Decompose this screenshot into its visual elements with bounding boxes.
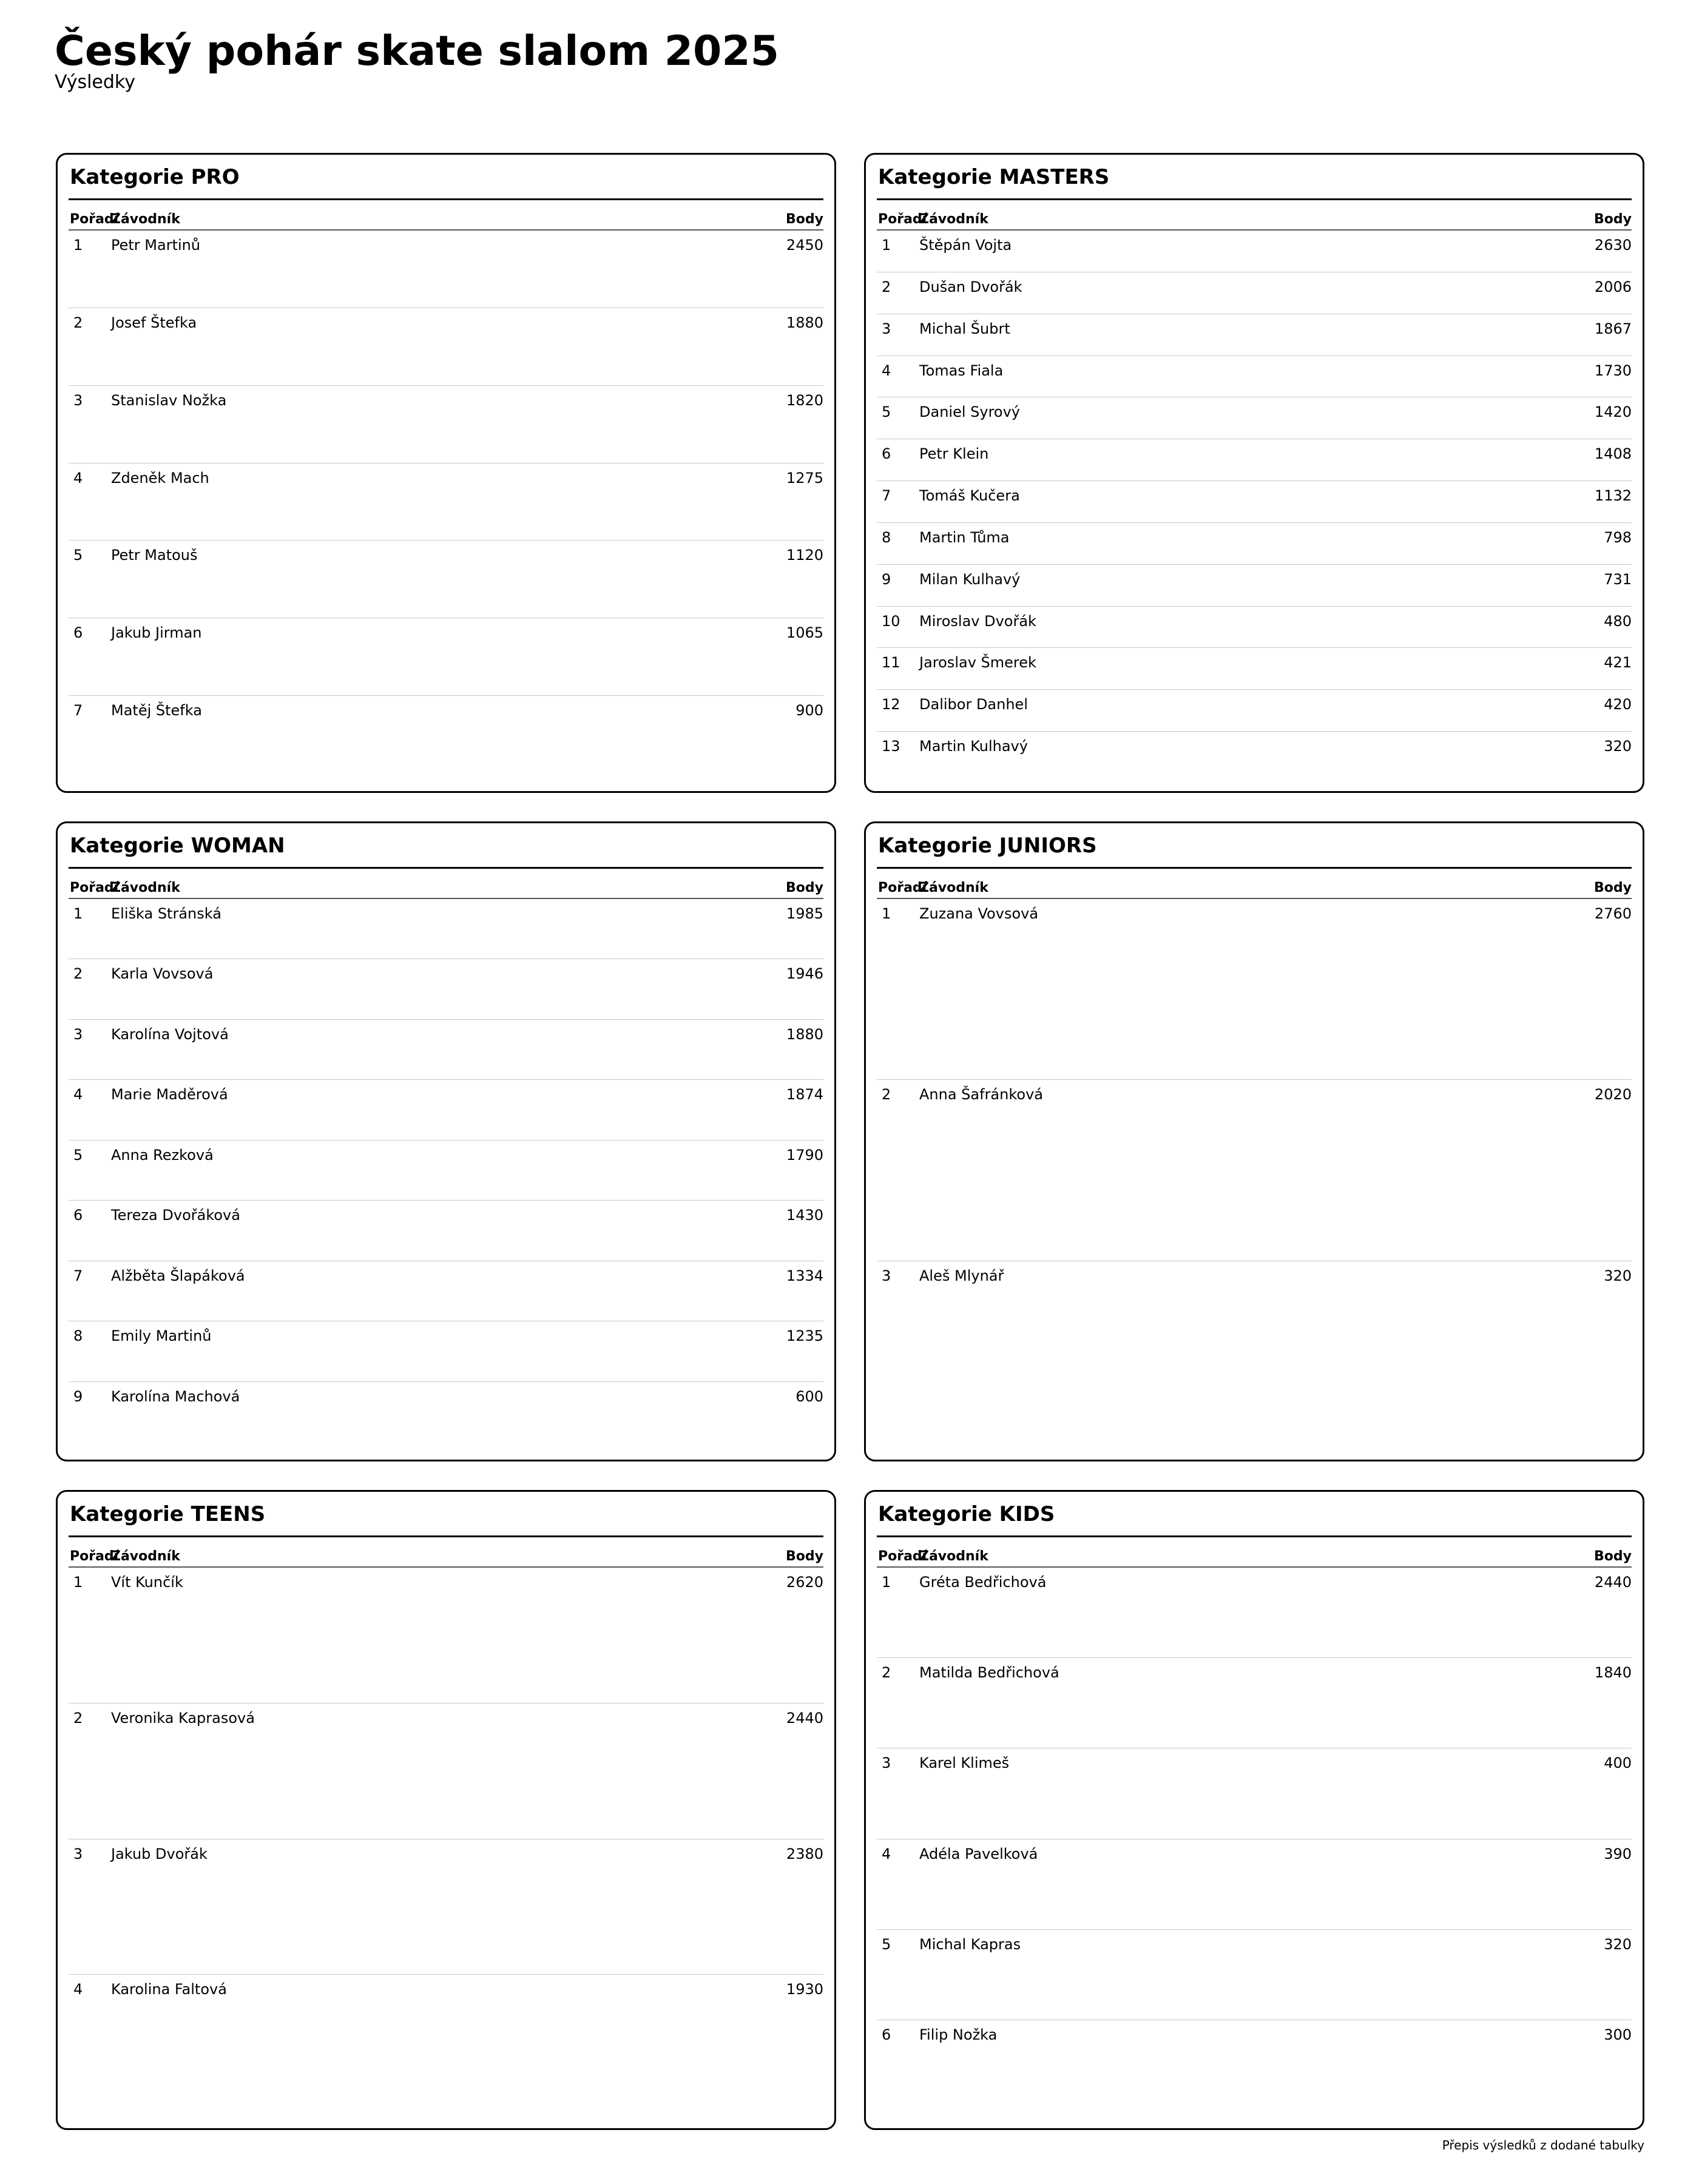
competitor-name-cell: Stanislav Nožka <box>111 391 227 409</box>
table-row <box>877 231 1632 272</box>
points-cell: 1880 <box>786 1025 823 1043</box>
competitor-name-cell: Matilda Bedřichová <box>919 1664 1059 1682</box>
rank-cell: 5 <box>73 547 83 564</box>
footer-note: Přepis výsledků z dodané tabulky <box>1442 2138 1644 2152</box>
rank-cell: 9 <box>73 1387 83 1405</box>
competitor-name-cell: Anna Šafránková <box>919 1086 1043 1104</box>
table-header-row <box>877 200 1632 231</box>
table-body <box>69 899 823 1441</box>
category-title: Kategorie PRO <box>69 163 823 200</box>
column-header-rank: Pořadí <box>878 880 927 895</box>
competitor-name-cell: Jaroslav Šmerek <box>919 654 1036 672</box>
rank-cell: 3 <box>73 1025 83 1043</box>
points-cell: 1235 <box>786 1327 823 1345</box>
table-row <box>877 1748 1632 1838</box>
category-card-woman <box>56 821 836 1461</box>
table-header-row <box>69 200 823 231</box>
competitor-name-cell: Gréta Bedřichová <box>919 1574 1047 1591</box>
points-cell: 1946 <box>786 965 823 983</box>
rank-cell: 3 <box>73 391 83 409</box>
points-cell: 320 <box>1604 1267 1632 1284</box>
table-row <box>69 1019 823 1079</box>
competitor-name-cell: Matěj Štefka <box>111 702 202 720</box>
table-row <box>877 2020 1632 2110</box>
points-cell: 1880 <box>786 314 823 331</box>
points-cell: 421 <box>1604 654 1632 672</box>
table-row <box>877 356 1632 397</box>
rank-cell: 1 <box>882 905 891 922</box>
points-cell: 1120 <box>786 547 823 564</box>
table-row <box>69 1140 823 1200</box>
table-row <box>69 899 823 959</box>
table-row <box>877 272 1632 314</box>
points-cell: 2006 <box>1594 278 1632 295</box>
competitor-name-cell: Karel Klimeš <box>919 1754 1010 1772</box>
table-row <box>877 731 1632 773</box>
points-cell: 320 <box>1604 738 1632 755</box>
category-card-kids <box>864 1490 1644 2130</box>
table-body <box>69 1568 823 2110</box>
rank-cell: 4 <box>882 1845 891 1862</box>
rank-cell: 1 <box>73 1574 83 1591</box>
category-card-juniors <box>864 821 1644 1461</box>
rank-cell: 13 <box>882 738 900 755</box>
rank-cell: 1 <box>882 1574 891 1591</box>
category-title: Kategorie WOMAN <box>69 832 823 869</box>
competitor-name-cell: Tomáš Kučera <box>919 487 1020 505</box>
table-row <box>69 618 823 695</box>
category-card-pro <box>56 153 836 793</box>
page-title: Český pohár skate slalom 2025 <box>55 27 779 75</box>
rank-cell: 4 <box>73 469 83 487</box>
points-cell: 400 <box>1604 1754 1632 1772</box>
rank-cell: 3 <box>73 1845 83 1862</box>
column-header-rank: Pořadí <box>878 212 927 227</box>
rank-cell: 3 <box>882 1754 891 1772</box>
table-row <box>69 463 823 541</box>
rank-cell: 8 <box>73 1327 83 1345</box>
competitor-name-cell: Michal Kapras <box>919 1935 1021 1953</box>
points-cell: 390 <box>1604 1845 1632 1862</box>
table-header-row <box>69 869 823 899</box>
points-cell: 2760 <box>1594 905 1632 922</box>
table-row <box>877 564 1632 606</box>
rank-cell: 6 <box>882 445 891 463</box>
table-row <box>69 1321 823 1381</box>
competitor-name-cell: Karolína Vojtová <box>111 1025 229 1043</box>
table-row <box>877 397 1632 439</box>
table-row <box>877 1657 1632 1748</box>
rank-cell: 6 <box>882 2026 891 2043</box>
rank-cell: 1 <box>73 905 83 922</box>
table-row <box>69 959 823 1019</box>
points-cell: 1930 <box>786 1981 823 1998</box>
table-row <box>69 1079 823 1139</box>
column-header-name: Závodník <box>111 880 180 895</box>
rank-cell: 9 <box>882 570 891 588</box>
rank-cell: 2 <box>73 1709 83 1727</box>
table-body <box>877 231 1632 773</box>
competitor-name-cell: Emily Martinů <box>111 1327 212 1345</box>
competitor-name-cell: Adéla Pavelková <box>919 1845 1038 1862</box>
rank-cell: 5 <box>882 403 891 421</box>
category-card-teens <box>56 1490 836 2130</box>
points-cell: 1334 <box>786 1267 823 1284</box>
table-body <box>69 231 823 773</box>
competitor-name-cell: Petr Matouš <box>111 547 198 564</box>
rank-cell: 4 <box>882 362 891 379</box>
competitor-name-cell: Alžběta Šlapáková <box>111 1267 245 1284</box>
rank-cell: 1 <box>73 237 83 254</box>
category-title: Kategorie JUNIORS <box>877 832 1632 869</box>
rank-cell: 7 <box>73 702 83 720</box>
competitor-name-cell: Eliška Stránská <box>111 905 221 922</box>
points-cell: 300 <box>1604 2026 1632 2043</box>
column-header-rank: Pořadí <box>70 1549 119 1564</box>
column-header-points: Body <box>1594 1549 1632 1564</box>
rank-cell: 11 <box>882 654 900 672</box>
table-header-row <box>877 869 1632 899</box>
rank-cell: 6 <box>73 1207 83 1224</box>
table-row <box>877 1839 1632 1929</box>
competitor-name-cell: Vít Kunčík <box>111 1574 183 1591</box>
points-cell: 2020 <box>1594 1086 1632 1104</box>
competitor-name-cell: Zuzana Vovsová <box>919 905 1039 922</box>
competitor-name-cell: Karla Vovsová <box>111 965 214 983</box>
results-grid <box>56 153 1644 2130</box>
table-row <box>877 1568 1632 1657</box>
table-row <box>69 1839 823 1975</box>
competitor-name-cell: Tomas Fiala <box>919 362 1004 379</box>
competitor-name-cell: Karolína Machová <box>111 1387 240 1405</box>
points-cell: 731 <box>1604 570 1632 588</box>
table-row <box>877 314 1632 356</box>
competitor-name-cell: Dalibor Danhel <box>919 696 1028 713</box>
competitor-name-cell: Marie Maděrová <box>111 1086 228 1104</box>
competitor-name-cell: Michal Šubrt <box>919 320 1010 337</box>
table-row <box>69 1261 823 1321</box>
table-header-row <box>69 1537 823 1568</box>
competitor-name-cell: Dušan Dvořák <box>919 278 1022 295</box>
table-row <box>69 1568 823 1703</box>
category-title: Kategorie MASTERS <box>877 163 1632 200</box>
points-cell: 1408 <box>1594 445 1632 463</box>
rank-cell: 1 <box>882 237 891 254</box>
table-row <box>877 1079 1632 1260</box>
column-header-points: Body <box>786 880 823 895</box>
rank-cell: 3 <box>882 320 891 337</box>
competitor-name-cell: Josef Štefka <box>111 314 197 331</box>
competitor-name-cell: Tereza Dvořáková <box>111 1207 240 1224</box>
table-row <box>69 231 823 308</box>
column-header-name: Závodník <box>919 212 988 227</box>
column-header-rank: Pořadí <box>878 1549 927 1564</box>
competitor-name-cell: Štěpán Vojta <box>919 237 1012 254</box>
rank-cell: 2 <box>73 314 83 331</box>
column-header-points: Body <box>786 212 823 227</box>
page-header <box>55 24 779 95</box>
rank-cell: 8 <box>882 528 891 546</box>
points-cell: 2630 <box>1594 237 1632 254</box>
table-row <box>69 1974 823 2110</box>
table-row <box>877 480 1632 522</box>
competitor-name-cell: Filip Nožka <box>919 2026 998 2043</box>
table-row <box>69 385 823 463</box>
table-body <box>877 899 1632 1441</box>
rank-cell: 5 <box>73 1146 83 1164</box>
category-title: Kategorie TEENS <box>69 1500 823 1537</box>
table-row <box>877 647 1632 689</box>
competitor-name-cell: Martin Kulhavý <box>919 738 1028 755</box>
column-header-name: Závodník <box>111 212 180 227</box>
competitor-name-cell: Miroslav Dvořák <box>919 612 1036 630</box>
table-row <box>69 1381 823 1441</box>
points-cell: 1132 <box>1594 487 1632 505</box>
rank-cell: 4 <box>73 1086 83 1104</box>
table-row <box>877 899 1632 1079</box>
table-row <box>877 522 1632 564</box>
competitor-name-cell: Jakub Dvořák <box>111 1845 208 1862</box>
points-cell: 798 <box>1604 528 1632 546</box>
points-cell: 1840 <box>1594 1664 1632 1682</box>
rank-cell: 2 <box>73 965 83 983</box>
table-row <box>877 1929 1632 2020</box>
points-cell: 1790 <box>786 1146 823 1164</box>
points-cell: 1820 <box>786 391 823 409</box>
category-card-masters <box>864 153 1644 793</box>
rank-cell: 4 <box>73 1981 83 1998</box>
points-cell: 1065 <box>786 624 823 642</box>
points-cell: 1730 <box>1594 362 1632 379</box>
points-cell: 1867 <box>1594 320 1632 337</box>
competitor-name-cell: Veronika Kaprasová <box>111 1709 255 1727</box>
rank-cell: 2 <box>882 278 891 295</box>
column-header-rank: Pořadí <box>70 212 119 227</box>
competitor-name-cell: Martin Tůma <box>919 528 1010 546</box>
competitor-name-cell: Zdeněk Mach <box>111 469 209 487</box>
table-row <box>69 308 823 385</box>
table-row <box>877 606 1632 648</box>
rank-cell: 5 <box>882 1935 891 1953</box>
column-header-rank: Pořadí <box>70 880 119 895</box>
rank-cell: 6 <box>73 624 83 642</box>
rank-cell: 2 <box>882 1664 891 1682</box>
points-cell: 2440 <box>1594 1574 1632 1591</box>
column-header-points: Body <box>1594 880 1632 895</box>
points-cell: 2450 <box>786 237 823 254</box>
table-row <box>69 1200 823 1260</box>
table-row <box>877 439 1632 480</box>
table-row <box>69 695 823 773</box>
column-header-points: Body <box>786 1549 823 1564</box>
table-row <box>877 689 1632 731</box>
points-cell: 2380 <box>786 1845 823 1862</box>
points-cell: 2620 <box>786 1574 823 1591</box>
table-row <box>877 1261 1632 1441</box>
category-title: Kategorie KIDS <box>877 1500 1632 1537</box>
rank-cell: 12 <box>882 696 900 713</box>
points-cell: 320 <box>1604 1935 1632 1953</box>
points-cell: 2440 <box>786 1709 823 1727</box>
rank-cell: 2 <box>882 1086 891 1104</box>
competitor-name-cell: Petr Klein <box>919 445 989 463</box>
competitor-name-cell: Petr Martinů <box>111 237 201 254</box>
competitor-name-cell: Karolina Faltová <box>111 1981 227 1998</box>
rank-cell: 7 <box>73 1267 83 1284</box>
table-row <box>69 1703 823 1839</box>
page-subtitle: Výsledky <box>55 72 135 93</box>
competitor-name-cell: Daniel Syrový <box>919 403 1020 421</box>
points-cell: 420 <box>1604 696 1632 713</box>
column-header-name: Závodník <box>919 880 988 895</box>
table-header-row <box>877 1537 1632 1568</box>
points-cell: 1420 <box>1594 403 1632 421</box>
points-cell: 900 <box>795 702 823 720</box>
competitor-name-cell: Aleš Mlynář <box>919 1267 1004 1284</box>
competitor-name-cell: Jakub Jirman <box>111 624 202 642</box>
points-cell: 480 <box>1604 612 1632 630</box>
table-row <box>69 540 823 618</box>
competitor-name-cell: Anna Rezková <box>111 1146 214 1164</box>
rank-cell: 3 <box>882 1267 891 1284</box>
points-cell: 1985 <box>786 905 823 922</box>
points-cell: 1275 <box>786 469 823 487</box>
points-cell: 1430 <box>786 1207 823 1224</box>
points-cell: 1874 <box>786 1086 823 1104</box>
column-header-name: Závodník <box>919 1549 988 1564</box>
rank-cell: 10 <box>882 612 900 630</box>
column-header-points: Body <box>1594 212 1632 227</box>
rank-cell: 7 <box>882 487 891 505</box>
column-header-name: Závodník <box>111 1549 180 1564</box>
competitor-name-cell: Milan Kulhavý <box>919 570 1021 588</box>
table-body <box>877 1568 1632 2110</box>
points-cell: 600 <box>795 1387 823 1405</box>
